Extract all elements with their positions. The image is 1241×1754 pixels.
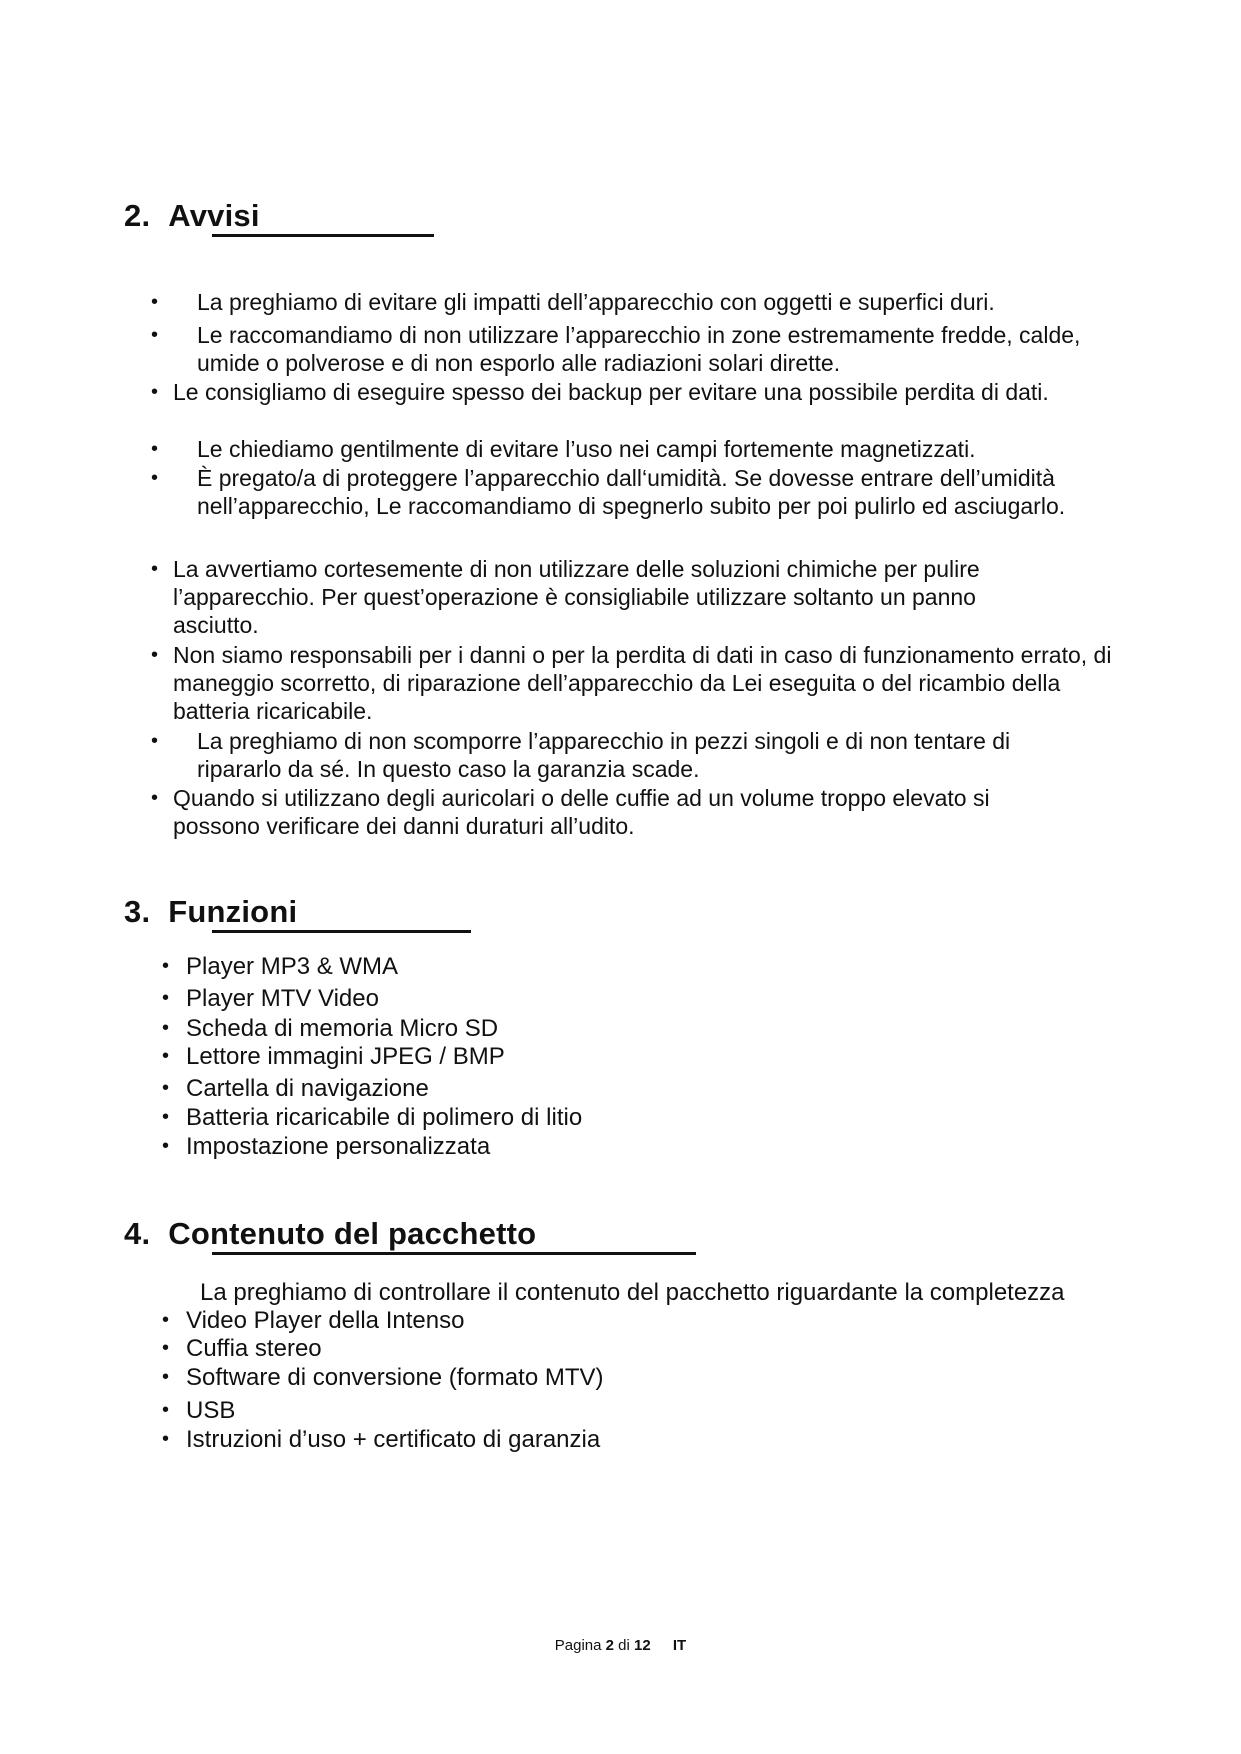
bullet-icon: • bbox=[162, 1337, 170, 1359]
bullet-icon: • bbox=[162, 1309, 170, 1331]
list-item: • La avvertiamo cortesemente di non utilizzare delle soluzioni chimiche per pulire l’apparecchio. Per quest’operazione è consigliabile utilizzare soltanto un panno asciutto. bbox=[151, 556, 980, 638]
footer-page-number: 2 bbox=[605, 1637, 614, 1654]
list-item: • Le chiediamo gentilmente di evitare l’uso nei campi fortemente magnetizzati. bbox=[151, 436, 976, 462]
bullet-icon: • bbox=[162, 987, 170, 1009]
bullet-icon: • bbox=[162, 1045, 170, 1067]
bullet-icon: • bbox=[151, 558, 159, 580]
contenuto-list bbox=[162, 1306, 603, 1454]
list-item: • Lettore immagini JPEG / BMP bbox=[162, 1043, 505, 1070]
title-underline bbox=[212, 1252, 696, 1255]
list-item: • È pregato/a di proteggere l’apparecchio dall‘umidità. Se dovesse entrare dell’umidità nell’apparecchio, Le raccomandiamo di spegnerlo subito per poi pulirlo ed asciugarlo. bbox=[151, 465, 1066, 519]
footer-total-pages: 12 bbox=[634, 1637, 651, 1654]
bullet-icon: • bbox=[151, 644, 159, 666]
bullet-icon: • bbox=[162, 1399, 170, 1421]
list-item: • Le consigliamo di eseguire spesso dei backup per evitare una possibile perdita di dati. bbox=[151, 379, 1049, 405]
list-item: • La preghiamo di evitare gli impatti dell’apparecchio con oggetti e superfici duri. bbox=[151, 289, 995, 315]
bullet-icon: • bbox=[162, 1106, 170, 1128]
list-item: • La preghiamo di non scomporre l’apparecchio in pezzi singoli e di non tentare di ripararlo da sé. In questo caso la garanzia scade. bbox=[151, 728, 1011, 782]
section-number: 4. bbox=[124, 1216, 151, 1251]
section-title-text: Funzioni bbox=[168, 894, 298, 929]
list-item: • Cartella di navigazione bbox=[162, 1075, 429, 1102]
section-number: 3. bbox=[124, 894, 151, 929]
list-item: • Player MP3 & WMA bbox=[162, 953, 399, 980]
bullet-icon: • bbox=[162, 1135, 170, 1157]
list-item: • Non siamo responsabili per i danni o per la perdita di dati in caso di funzionamento errato, di maneggio scorretto, di riparazione dell’apparecchio da Lei eseguita o del ricambio della batteria ricaricabile. bbox=[151, 642, 1112, 724]
list-item: • Istruzioni d’uso + certificato di garanzia bbox=[162, 1426, 601, 1453]
list-item: • Batteria ricaricabile di polimero di litio bbox=[162, 1104, 583, 1131]
bullet-icon: • bbox=[162, 1428, 170, 1450]
section-title-text: Avvisi bbox=[168, 198, 260, 233]
bullet-icon: • bbox=[151, 381, 159, 403]
list-item: • USB bbox=[162, 1397, 236, 1424]
bullet-icon: • bbox=[151, 787, 159, 809]
funzioni-list bbox=[162, 952, 582, 1161]
bullet-icon: • bbox=[151, 291, 159, 313]
list-item: • Le raccomandiamo di non utilizzare l’apparecchio in zone estremamente fredde, calde, umide o polverose e di non esporlo alle radiazioni solari dirette. bbox=[151, 322, 1081, 376]
list-item: • Quando si utilizzano degli auricolari o delle cuffie ad un volume troppo elevato si possono verificare dei danni duraturi all’udito. bbox=[151, 785, 990, 839]
section-title-avvisi bbox=[124, 198, 260, 234]
list-item: • Video Player della Intenso bbox=[162, 1307, 465, 1334]
section-title-text: Contenuto del pacchetto bbox=[168, 1216, 537, 1251]
avvisi-list bbox=[124, 288, 1124, 841]
list-item: • Software di conversione (formato MTV) bbox=[162, 1364, 604, 1391]
bullet-icon: • bbox=[162, 1366, 170, 1388]
list-item: • Cuffia stereo bbox=[162, 1335, 322, 1362]
section-number: 2. bbox=[124, 198, 151, 233]
list-item: • Player MTV Video bbox=[162, 985, 379, 1012]
list-item: • Scheda di memoria Micro SD bbox=[162, 1015, 499, 1042]
bullet-icon: • bbox=[162, 1077, 170, 1099]
footer-language: IT bbox=[672, 1637, 687, 1654]
bullet-icon: • bbox=[151, 324, 159, 346]
footer-of: di bbox=[618, 1637, 630, 1654]
section-title-funzioni bbox=[124, 894, 297, 930]
title-underline bbox=[212, 234, 434, 237]
section-title-contenuto bbox=[124, 1216, 536, 1252]
page-footer bbox=[0, 1637, 1241, 1654]
bullet-icon: • bbox=[151, 730, 159, 752]
bullet-icon: • bbox=[151, 438, 159, 460]
title-underline bbox=[212, 930, 471, 933]
bullet-icon: • bbox=[162, 955, 170, 977]
contenuto-intro: La preghiamo di controllare il contenuto del pacchetto riguardante la completezza bbox=[200, 1279, 1065, 1306]
list-item: • Impostazione personalizzata bbox=[162, 1133, 491, 1160]
footer-label: Pagina bbox=[554, 1637, 602, 1654]
bullet-icon: • bbox=[162, 1017, 170, 1039]
bullet-icon: • bbox=[151, 467, 159, 489]
